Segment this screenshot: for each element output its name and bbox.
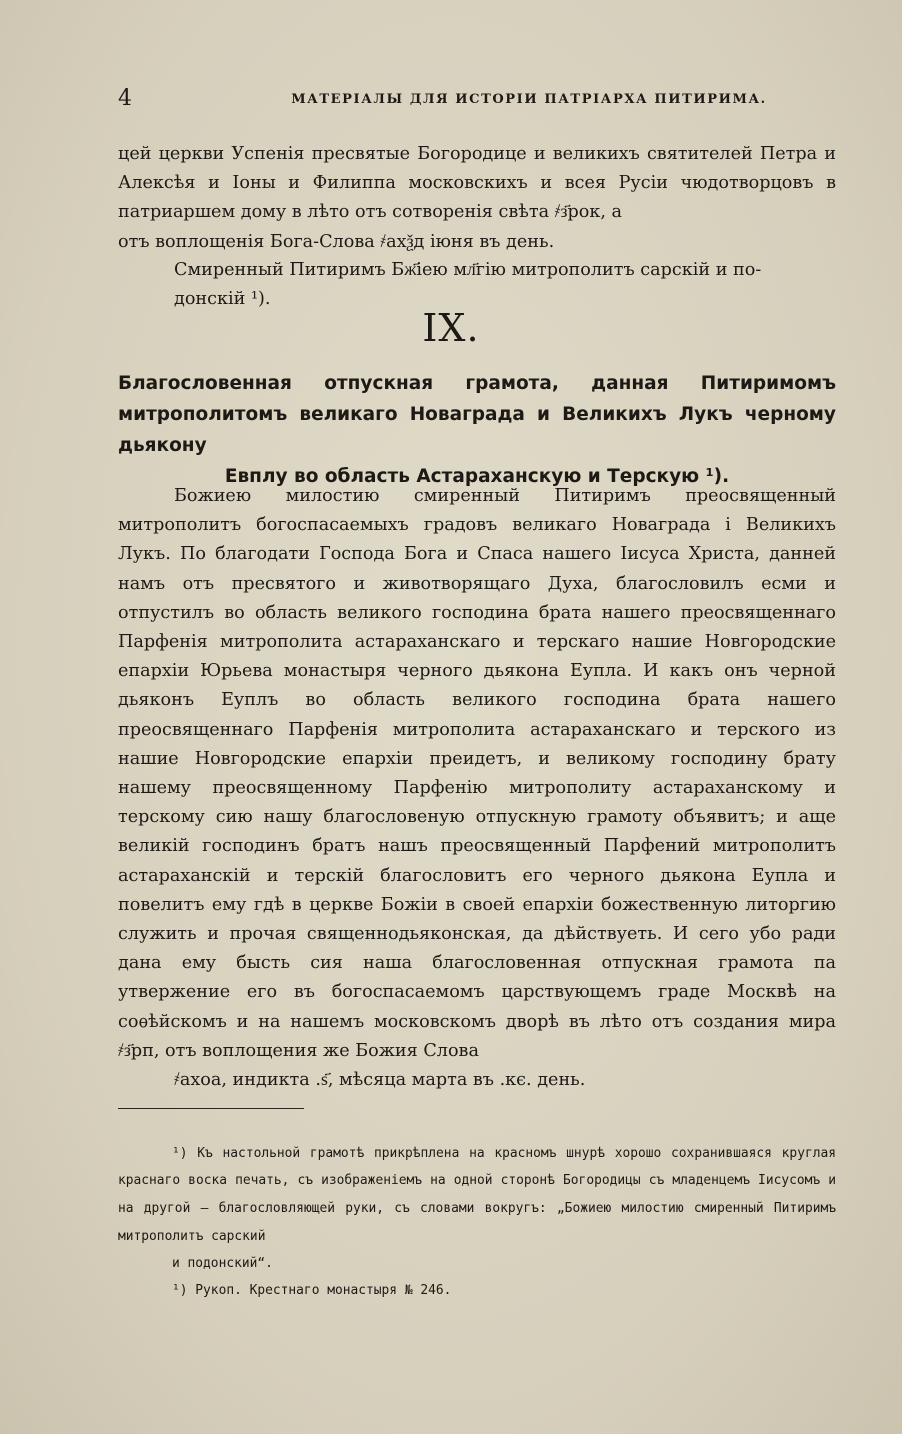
footnote-last-line: ¹) Рукоп. Крестнаго монастыря № 246. (172, 1282, 452, 1298)
footnote-rule (118, 1108, 304, 1109)
paragraph-charter-text (118, 482, 836, 1095)
paragraph-text: Божиею милостию смиренный Питиримъ преосвященный митрополитъ богоспасаемыхъ градовъ великаго Новаграда і Великихъ Лукъ. По благодати Господа Бога и Спаса нашего Іисуса Христа, данней намъ отъ пресвятого и животворящаго Духа, благословилъ есми и отпустилъ во область великого господина брата нашего преосвященнаго Парфенія митрополита астараханскаго и терскаго нашие Новгородские епархіи Юрьева монастыря черного дьякона Еупла. И какъ онъ черной дьяконъ Еуплъ во область великого господина брата нашего преосвященнаго Парфенія митрополита астараханскаго и терского из нашие Новгородские епархіи преидетъ, и великому господину брату нашему преосвященному Парфенію митрополиту астараханскому и терскому сию нашу благословеную отпускную грамоту объявитъ; и аще великій господинъ братъ нашъ преосвященный Парфений митрополитъ астараханскій и терскій благословитъ его черного дьякона Еупла и повелитъ ему гдѣ в церкве Божіи в своей епархіи божественную литоргию служить и прочая священнодьяконская, да дѣйствуеть. И сего убо ради дана ему бысть сия наша благословенная отпускная грамота па утвержение его въ богоспасаемомъ царствующемъ граде Москвѣ на соѳѣйскомъ и на нашемъ московскомъ дворѣ въ лѣто отъ создания мира ҂з҃рп, отъ воплощения же Божия Слова (118, 486, 836, 1061)
footnote-seal (118, 1140, 836, 1278)
document-title (118, 368, 836, 492)
paragraph-last-line: отъ воплощенія Бога-Слова ҂ахѯд іюня въ день. (118, 231, 555, 252)
footnote-last-line: и подонский“. (172, 1256, 273, 1272)
paragraph-last-line: ҂ахоа, индикта .ѕ҃, мѣсяца марта въ .кє. день. (174, 1070, 586, 1091)
paragraph-last-line: донскій ¹). (174, 289, 271, 310)
paragraph-document-ending (118, 140, 836, 257)
page-header (118, 86, 840, 120)
footnote-source (118, 1277, 836, 1305)
page-number: 4 (118, 86, 132, 111)
paragraph-text: Смиренный Питиримъ Бж҃іею мл҃гію митрополитъ сарскій и по- (174, 260, 762, 280)
running-title: МАТЕРІАЛЫ ДЛЯ ИСТОРІИ ПАТРІАРХА ПИТИРИМА. (291, 92, 767, 107)
section-number: IX. (422, 306, 480, 350)
footnote-text: ¹) Къ настольной грамотѣ прикрѣплена на красномъ шнурѣ хорошо сохранившаяся круглая краснаго воска печать, съ изображеніемъ на одной сторонѣ Богородицы съ младенцемъ Іисусомъ и на другой — благословляющей руки, съ словами вокругъ: „Божиею милостию смиренный Питиримъ митрополитъ сарский (118, 1145, 836, 1244)
title-last-line: Евплу во область Астараханскую и Терскую ¹). (224, 466, 730, 487)
title-text: Благословенная отпускная грамота, данная Питиримомъ митрополитомъ великаго Новаграда и Великихъ Лукъ черному дьякону (118, 373, 836, 456)
paragraph-text: цей церкви Успенія пресвятые Богородице и великихъ святителей Петра и Алексѣя и Іоны и Филиппа московскихъ и всея Русіи чюдотворцовъ в патриаршем дому в лѣто отъ сотворенія свѣта ҂з҃рок, а (118, 144, 836, 223)
